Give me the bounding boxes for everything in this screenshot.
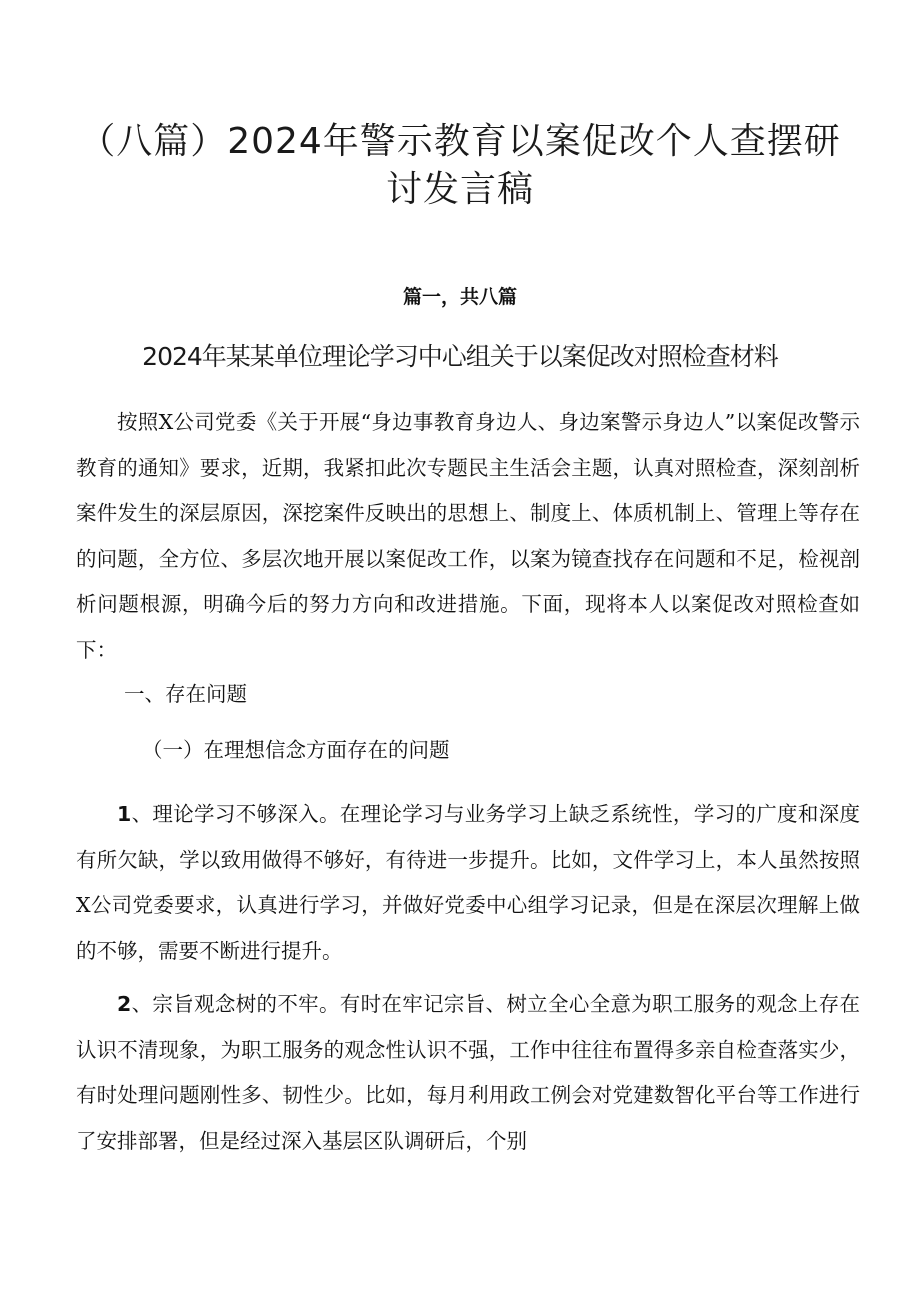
section-heading: 一、存在问题 bbox=[124, 682, 247, 706]
item-2-text: 、宗旨观念树的不牢。有时在牢记宗旨、树立全心全意为职工服务的观念上存在认识不清现象，为职工服务的观念性认识不强，工作中往往布置得多亲自检查落实少，有时处理问题刚性多、韧性少。比如，每月利用政工例会对党建数智化平台等工作进行了安排部署，但是经过深入基层区队调研后，个别 bbox=[76, 992, 860, 1153]
subsection-heading: （一）在理想信念方面存在的问题 bbox=[142, 738, 450, 762]
item-2-paragraph bbox=[76, 982, 860, 1164]
document-subtitle: 2024年某某单位理论学习中心组关于以案促改对照检查材料 bbox=[142, 342, 778, 371]
item-1-paragraph bbox=[76, 792, 860, 974]
item-2-number: 2 bbox=[117, 992, 132, 1016]
item-1-number: 1 bbox=[117, 802, 132, 826]
part-label: 篇一，共八篇 bbox=[402, 286, 517, 308]
intro-paragraph: 按照X公司党委《关于开展“身边事教育身边人、身边案警示身边人”以案促改警示教育的通知》要求，近期，我紧扣此次专题民主生活会主题，认真对照检查，深刻剖析案件发生的深层原因，深挖案件反映出的思想上、制度上、体质机制上、管理上等存在的问题，全方位、多层次地开展以案促改工作，以案为镜查找存在问题和不足，检视剖析问题根源，明确今后的努力方向和改进措施。下面，现将本人以案促改对照检查如下： bbox=[76, 410, 860, 662]
document-title: （八篇）2024年警示教育以案促改个人查摆研讨发言稿 bbox=[79, 121, 841, 210]
item-1-text: 、理论学习不够深入。在理论学习与业务学习上缺乏系统性，学习的广度和深度有所欠缺，学以致用做得不够好，有待进一步提升。比如，文件学习上，本人虽然按照X公司党委要求，认真进行学习，并做好党委中心组学习记录，但是在深层次理解上做的不够，需要不断进行提升。 bbox=[76, 802, 860, 963]
